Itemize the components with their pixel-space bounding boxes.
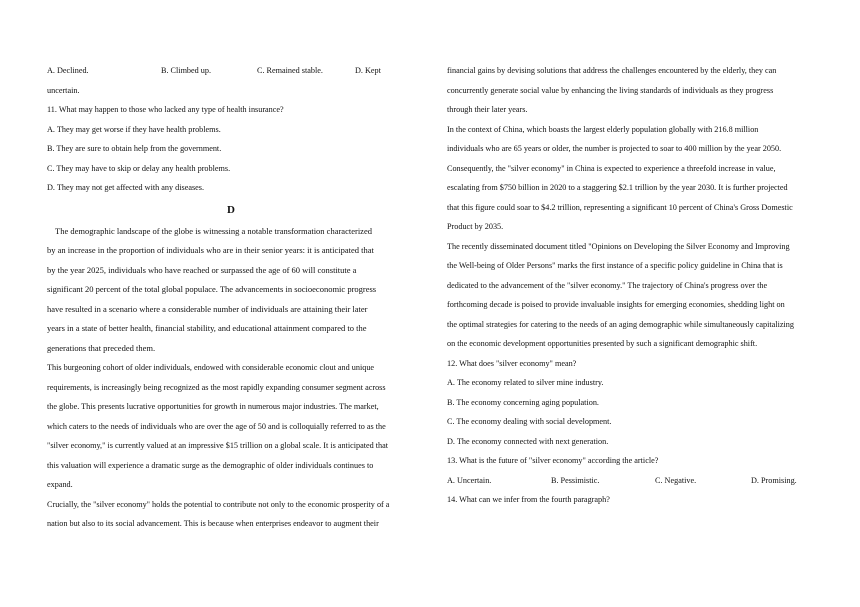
paragraph-line: Consequently, the "silver economy" in China is expected to experience a threefold increase in value, xyxy=(447,163,776,173)
paragraph-3 xyxy=(47,495,415,534)
q12-question: 12. What does "silver economy" mean? xyxy=(447,358,577,368)
paragraph-3-continued xyxy=(447,61,817,120)
q11-option-b: B. They are sure to obtain help from the government. xyxy=(47,144,222,153)
paragraph-line: forthcoming decade is poised to provide invaluable insights for emerging economies, shedding light on xyxy=(447,300,785,309)
paragraph-line: The demographic landscape of the globe is witnessing a notable transformation characterized xyxy=(55,225,372,236)
q10-option-d-continued: uncertain. xyxy=(47,85,80,95)
paragraph-line: Crucially, the "silver economy" holds the potential to contribute not only to the economic prosperity of a xyxy=(47,499,390,509)
paragraph-line: significant 20 percent of the total global populace. The advancements in socioeconomic progress xyxy=(47,284,377,294)
paragraph-line: on the economic development opportunities presented by such a significant demographic shift. xyxy=(447,339,758,348)
q13-options xyxy=(447,471,817,491)
q11-option-d: D. They may not get affected with any diseases. xyxy=(47,183,205,192)
q12-option-c: C. The economy dealing with social development. xyxy=(447,417,612,426)
q11-question: 11. What may happen to those who lacked any type of health insurance? xyxy=(47,105,284,114)
q13-option-d: D. Promising. xyxy=(751,475,797,485)
paragraph-line: this valuation will experience a dramatic surge as the demographic of older individuals continues to xyxy=(47,460,374,470)
paragraph-line: "silver economy," is currently valued at an impressive $15 trillion on a global scale. It is anticipated that xyxy=(47,441,389,450)
paragraph-4 xyxy=(447,120,817,237)
paragraph-line: dedicated to the advancement of the "silver economy." The trajectory of China's progress over the xyxy=(447,280,768,290)
paragraph-line: concurrently generate social value by enhancing the living standards of individuals as they progress xyxy=(447,85,774,95)
paragraph-line: years in a state of better health, financial stability, and educational attainment compared to the xyxy=(47,323,367,333)
paragraph-line: requirements, is increasingly being recognized as the most rapidly expanding consumer segment across xyxy=(47,382,386,392)
paragraph-line: that this figure could soar to $4.2 trillion, representing a significant 10 percent of China's Gross Domestic xyxy=(447,202,793,212)
q14-question: 14. What can we infer from the fourth paragraph? xyxy=(447,495,610,504)
q11-option-c: C. They may have to skip or delay any health problems. xyxy=(47,163,231,173)
paragraph-line: which caters to the needs of individuals who are over the age of 50 and is colloquially referred to as the xyxy=(47,421,386,431)
paragraph-1 xyxy=(47,222,415,359)
q13-question: 13. What is the future of "silver economy" according the article? xyxy=(447,456,659,465)
paragraph-line: the globe. This presents lucrative opportunities for growth in numerous major industries. The market, xyxy=(47,402,379,411)
paragraph-line: by an increase in the proportion of individuals who are in their senior years: it is anticipated that xyxy=(47,245,374,255)
paragraph-line: In the context of China, which boasts the largest elderly population globally with 216.8 million xyxy=(447,124,759,134)
q10-option-d: D. Kept xyxy=(355,66,381,75)
section-heading-d: D xyxy=(227,203,235,216)
paragraph-line: generations that preceded them. xyxy=(47,342,156,353)
paragraph-2 xyxy=(47,358,415,495)
paragraph-line: the Well-being of Older Persons" marks the first instance of a specific policy guideline in China that is xyxy=(447,261,783,270)
paragraph-line: by the year 2025, individuals who have reached or surpassed the age of 60 will constitute a xyxy=(47,264,357,275)
paragraph-line: through their later years. xyxy=(447,105,528,114)
q11-option-a: A. They may get worse if they have health problems. xyxy=(47,124,221,134)
q10-option-c: C. Remained stable. xyxy=(257,66,323,75)
paragraph-line: individuals who are 65 years or older, the number is projected to soar to 400 million by the year 2050. xyxy=(447,144,782,153)
paragraph-line: escalating from $750 billion in 2020 to a staggering $2.1 trillion by the year 2030. It is further projected xyxy=(447,183,788,192)
q13-option-b: B. Pessimistic. xyxy=(551,475,600,485)
paragraph-line: financial gains by devising solutions that address the challenges encountered by the elderly, they can xyxy=(447,66,777,75)
paragraph-line: nation but also to its social advancement. This is because when enterprises endeavor to augment their xyxy=(47,519,379,528)
q10-option-a: A. Declined. xyxy=(47,66,89,75)
paragraph-line: This burgeoning cohort of older individuals, endowed with considerable economic clout and unique xyxy=(47,363,375,372)
left-column xyxy=(47,61,415,534)
paragraph-line: have resulted in a scenario where a considerable number of individuals are attaining their later xyxy=(47,303,368,314)
paragraph-line: expand. xyxy=(47,480,73,489)
q12-option-b: B. The economy concerning aging population. xyxy=(447,397,599,407)
paragraph-line: the optimal strategies for catering to the needs of an aging demographic while simultaneously capitalizing xyxy=(447,319,794,329)
paragraph-line: Product by 2035. xyxy=(447,222,504,231)
right-column xyxy=(447,61,817,510)
paragraph-line: The recently disseminated document titled "Opinions on Developing the Silver Economy and Improving xyxy=(447,241,790,251)
q13-option-c: C. Negative. xyxy=(655,475,697,485)
q10-option-b: B. Climbed up. xyxy=(161,66,212,75)
q12-option-d: D. The economy connected with next generation. xyxy=(447,436,609,446)
q12-option-a: A. The economy related to silver mine industry. xyxy=(447,378,604,387)
q10-options xyxy=(47,61,415,81)
q13-option-a: A. Uncertain. xyxy=(447,475,492,485)
paragraph-5 xyxy=(447,237,817,354)
